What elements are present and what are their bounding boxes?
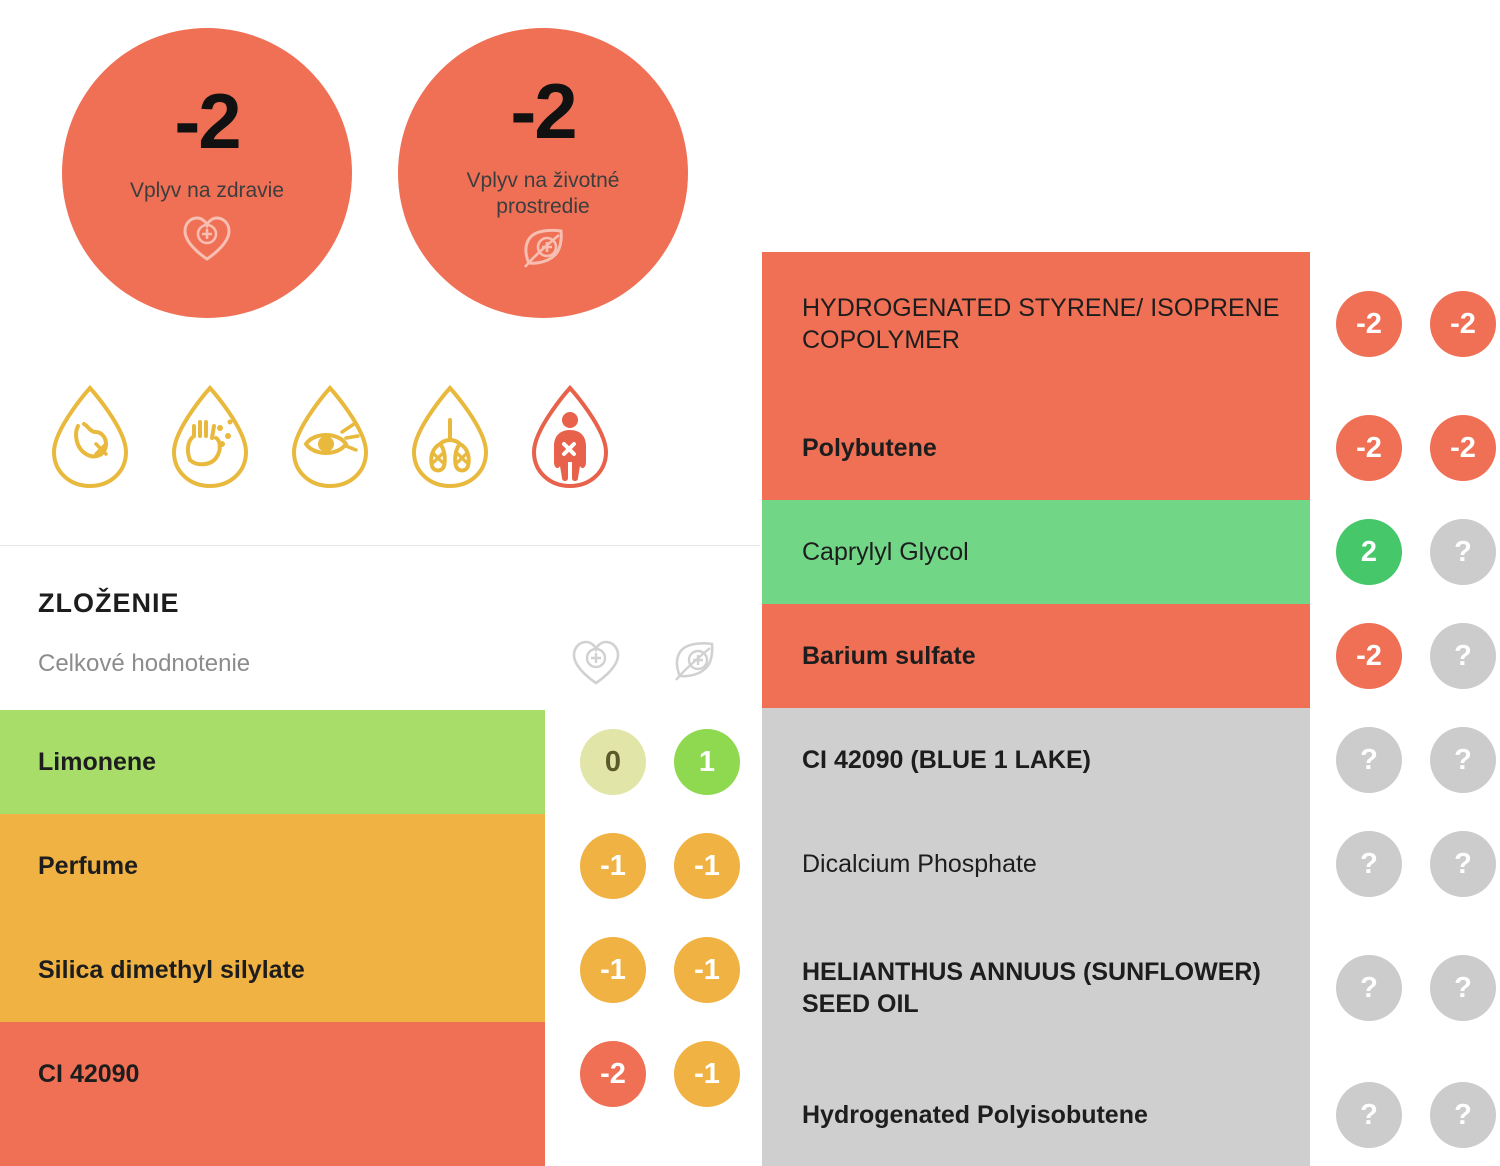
ingredient-scores: [1310, 1060, 1500, 1166]
list-item[interactable]: [0, 1126, 760, 1166]
environment-score-label: Vplyv na životné prostredie: [466, 169, 620, 219]
lungs-hazard-icon[interactable]: [400, 382, 500, 494]
ingredient-name: HYDROGENATED STYRENE/ ISOPRENE COPOLYMER: [802, 293, 1280, 354]
table-row[interactable]: [762, 396, 1500, 500]
health-score-badge: -1: [580, 937, 646, 1003]
ingredient-name-cell: [0, 710, 545, 814]
ingredient-name: Polybutene: [802, 433, 937, 462]
ingredient-name: Limonene: [38, 747, 157, 776]
ingredient-scores: [1310, 604, 1500, 708]
ingredient-name-cell: [762, 812, 1310, 916]
ingredient-name: Silica dimethyl silylate: [38, 955, 305, 984]
section-divider: [0, 545, 760, 546]
health-score-badge: -2: [580, 1041, 646, 1107]
environment-score-badge: ?: [1430, 831, 1496, 897]
health-score-badge: ?: [1336, 1082, 1402, 1148]
eye-irritation-hazard-icon[interactable]: [280, 382, 380, 494]
heart-plus-icon: [181, 214, 233, 267]
health-score-value: -2: [174, 77, 240, 165]
environment-score-badge: -2: [1430, 291, 1496, 357]
environment-score-badge: ?: [1430, 1082, 1496, 1148]
ingredient-scores: [1310, 252, 1500, 396]
ingredient-name: Caprylyl Glycol: [802, 537, 969, 566]
ingredient-name: CI 42090: [38, 1059, 140, 1088]
health-score-label: Vplyv na zdravie: [129, 179, 285, 202]
health-score-badge: 0: [580, 729, 646, 795]
table-row[interactable]: [762, 916, 1500, 1060]
ingredient-name-cell: [762, 500, 1310, 604]
stomach-hazard-icon[interactable]: [40, 382, 140, 494]
environment-score-value: -2: [510, 67, 576, 155]
health-score-badge: -1: [580, 833, 646, 899]
score-circles: [0, 0, 760, 320]
ingredient-name-cell: [762, 252, 1310, 396]
right-panel: [762, 252, 1500, 1166]
ingredient-name: CI 42090 (BLUE 1 LAKE): [802, 745, 1091, 774]
skin-irritation-hazard-icon[interactable]: [160, 382, 260, 494]
ingredient-name-cell: [0, 918, 545, 1022]
ingredient-name: Dicalcium Phosphate: [802, 849, 1037, 878]
health-score-circle[interactable]: [62, 28, 352, 318]
ingredient-scores: [545, 710, 760, 814]
table-row[interactable]: [762, 500, 1500, 604]
ingredient-name-cell: [0, 1126, 545, 1166]
leaf-plus-icon: [668, 638, 720, 691]
table-row[interactable]: [762, 708, 1500, 812]
health-score-badge: ?: [1336, 955, 1402, 1021]
ingredient-scores: [1310, 708, 1500, 812]
ingredient-name-cell: [762, 604, 1310, 708]
ingredient-name-cell: [762, 396, 1310, 500]
health-score-badge: ?: [1336, 727, 1402, 793]
environment-score-badge: ?: [1430, 623, 1496, 689]
health-score-badge: ?: [1336, 831, 1402, 897]
composition-subtitle: Celkové hodnotenie: [38, 650, 251, 677]
health-score-badge: 2: [1336, 519, 1402, 585]
environment-score-badge: -1: [674, 1041, 740, 1107]
environment-score-badge: ?: [1430, 955, 1496, 1021]
ingredient-name-cell: [0, 814, 545, 918]
list-item[interactable]: [0, 710, 760, 814]
ingredient-scores: [545, 1126, 760, 1166]
ingredient-name: Hydrogenated Polyisobutene: [802, 1100, 1148, 1129]
table-row[interactable]: [762, 812, 1500, 916]
list-item[interactable]: [0, 918, 760, 1022]
ingredient-name-cell: [0, 1022, 545, 1126]
environment-score-badge: ?: [1430, 727, 1496, 793]
hazard-icon-row: [40, 382, 720, 502]
ingredient-scores: [545, 814, 760, 918]
health-score-badge: -2: [1336, 291, 1402, 357]
table-row[interactable]: [762, 252, 1500, 396]
environment-score-badge: -2: [1430, 415, 1496, 481]
environment-score-circle[interactable]: [398, 28, 688, 318]
health-score-badge: -2: [1336, 415, 1402, 481]
ingredient-scores: [1310, 396, 1500, 500]
ingredient-name: Barium sulfate: [802, 641, 976, 670]
ingredient-scores: [545, 1022, 760, 1126]
body-hazard-icon[interactable]: [520, 382, 620, 494]
ingredient-scores: [1310, 916, 1500, 1060]
ingredient-name-cell: [762, 916, 1310, 1060]
environment-score-badge: 1: [674, 729, 740, 795]
ingredient-scores: [1310, 812, 1500, 916]
ingredient-name-cell: [762, 1060, 1310, 1166]
ingredient-name-cell: [762, 708, 1310, 812]
composition-header-icons: [570, 638, 720, 691]
left-ingredient-list: [0, 710, 760, 1166]
ingredient-scores: [545, 918, 760, 1022]
heart-plus-icon: [570, 638, 622, 691]
leaf-plus-icon: [517, 225, 569, 278]
ingredient-name: Perfume: [38, 851, 139, 880]
table-row[interactable]: [762, 604, 1500, 708]
environment-score-badge: -1: [674, 937, 740, 1003]
list-item[interactable]: [0, 1022, 760, 1126]
health-score-badge: -2: [1336, 623, 1402, 689]
ingredient-name: HELIANTHUS ANNUUS (SUNFLOWER) SEED OIL: [802, 957, 1261, 1018]
ingredient-scores: [1310, 500, 1500, 604]
environment-score-badge: ?: [1430, 519, 1496, 585]
composition-title: ZLOŽENIE: [38, 588, 180, 618]
list-item[interactable]: [0, 814, 760, 918]
table-row[interactable]: [762, 1060, 1500, 1166]
environment-score-badge: -1: [674, 833, 740, 899]
